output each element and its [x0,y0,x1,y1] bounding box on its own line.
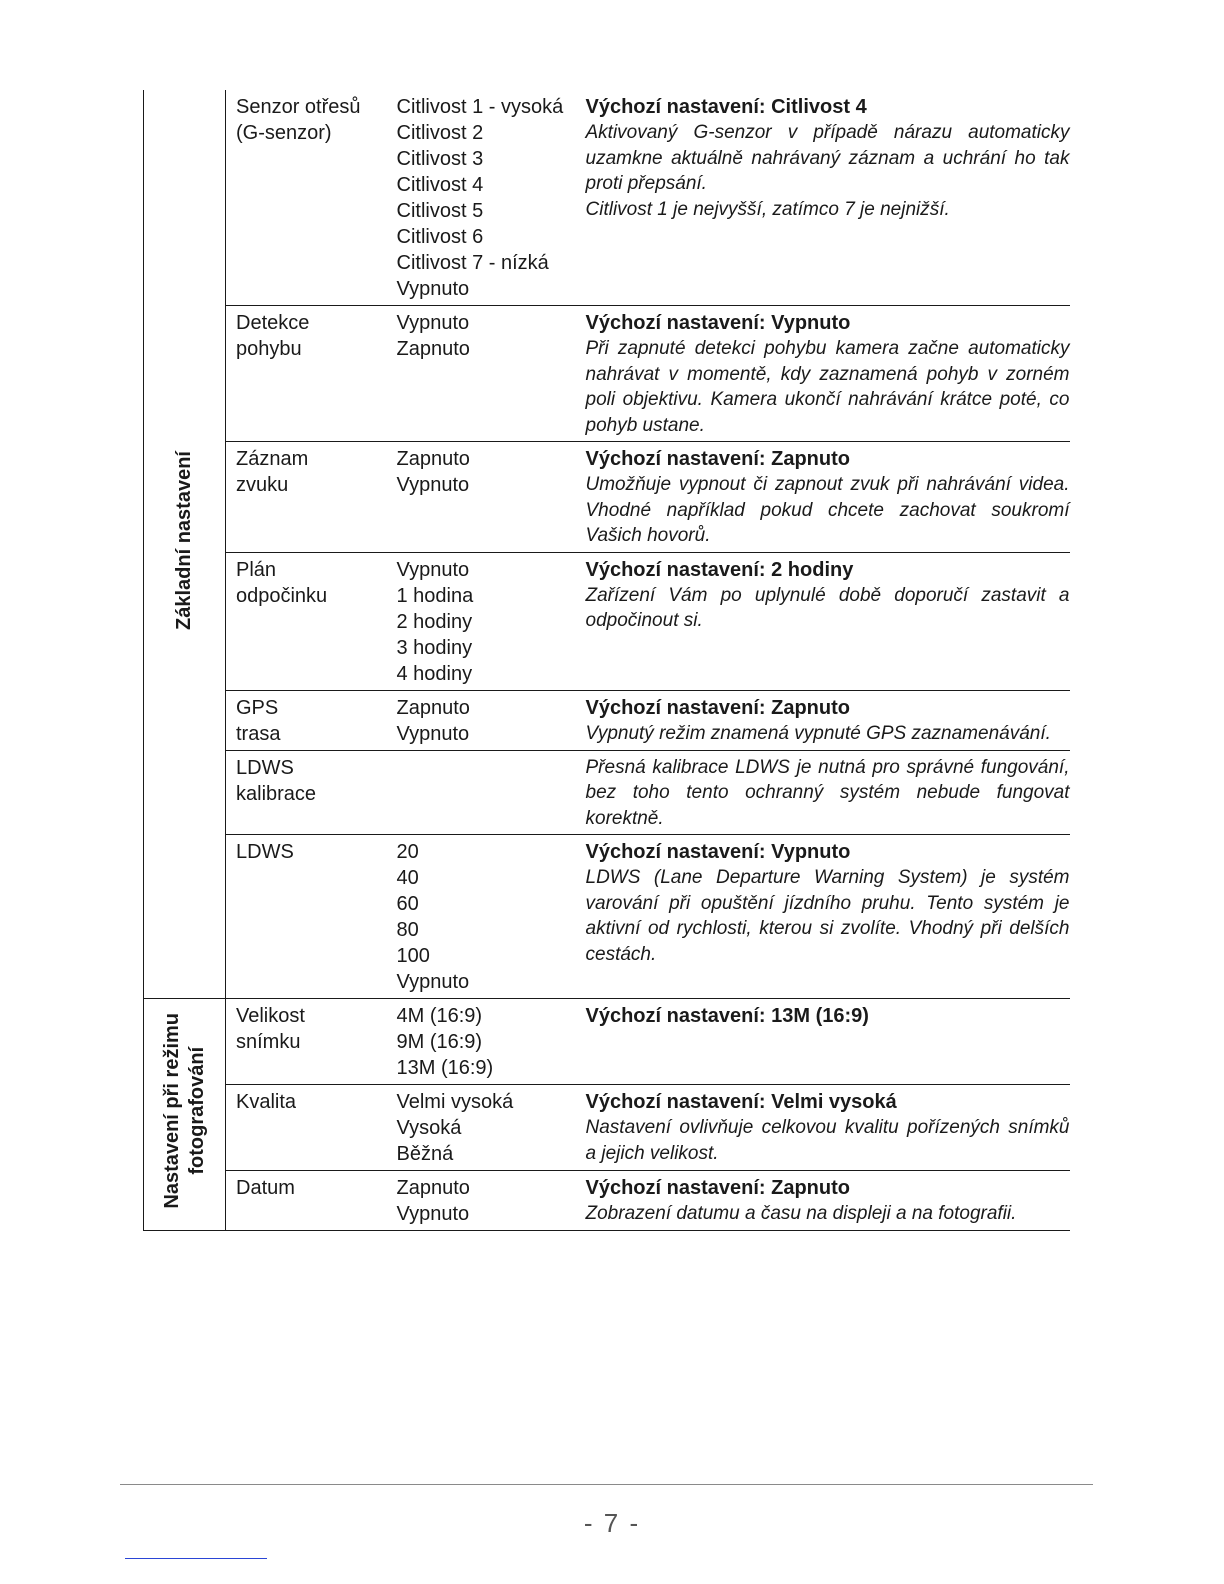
setting-row-senzor-otresu-g-senzor [144,90,1070,306]
setting-row-plan-odpocinku [144,552,1070,690]
settings-table [143,90,1070,1231]
option-item: Citlivost 5 [396,200,484,222]
setting-name-line: Senzor otřesů [236,96,361,118]
setting-row-velikost-snimku [144,999,1070,1085]
setting-options [388,750,582,835]
setting-description [582,306,1070,442]
option-item: Vypnuto [396,474,470,496]
setting-description [582,690,1070,750]
option-item: Běžná [396,1143,454,1165]
setting-options [388,552,582,690]
setting-name [226,690,388,750]
default-setting: Výchozí nastavení: Velmi vysoká [585,1091,897,1113]
group-label [172,451,197,630]
description-note: Při zapnuté detekci pohybu kamera začne automaticky nahrávat v momentě, kdy zaznamená pohyb v zorném poli objektivu. Kamera ukončí nahrávání krátce poté, co pohyb ustane. [585,338,1070,436]
setting-options [388,442,582,553]
option-item: Citlivost 7 - nízká [396,252,549,274]
setting-name-line: LDWS [236,841,294,863]
option-item: Vysoká [396,1117,462,1139]
option-item: Vypnuto [396,1203,470,1225]
option-item: 20 [396,841,419,863]
setting-row-detekce-pohybu [144,306,1070,442]
setting-name-line: Datum [236,1177,295,1199]
option-item: 80 [396,919,419,941]
group-label-line: fotografování [185,1047,208,1175]
option-item: 4 hodiny [396,662,473,685]
default-setting: Výchozí nastavení: Citlivost 4 [585,96,867,118]
option-item: Citlivost 3 [396,148,484,170]
setting-name-line: (G-senzor) [236,122,332,144]
description-note: Citlivost 1 je nejvyšší, zatímco 7 je nejnižší. [585,198,950,220]
group-cell [144,90,226,999]
setting-name-line: zvuku [236,474,289,496]
setting-name [226,442,388,553]
description-note: Přesná kalibrace LDWS je nutná pro správné fungování, bez toho tento ochranný systém nebude fungovat korektně. [585,756,1070,829]
option-item: Zapnuto [396,338,470,360]
setting-name [226,999,388,1085]
setting-name [226,90,388,306]
setting-options [388,1085,582,1171]
option-item: Citlivost 6 [396,226,484,248]
option-item: 100 [396,945,430,967]
option-item: 2 hodiny [396,610,473,633]
setting-name [226,306,388,442]
setting-row-ldws-kalibrace [144,750,1070,835]
option-item: 4M (16:9) [396,1005,483,1027]
group-cell [144,999,226,1231]
footnote-link-underline [125,1558,267,1559]
setting-options [388,835,582,999]
setting-description [582,90,1070,306]
default-setting: Výchozí nastavení: Zapnuto [585,1177,850,1199]
description-note: LDWS (Lane Departure Warning System) je systém varování při opuštění jízdního pruhu. Tento systém je aktivní od rychlosti, kterou si zvolíte. Vhodný při delších cestách. [585,867,1070,965]
setting-name-line: Záznam [236,448,309,470]
setting-row-gps-trasa [144,690,1070,750]
setting-name-line: snímku [236,1031,301,1053]
setting-description [582,750,1070,835]
option-item: Citlivost 1 - vysoká [396,96,564,118]
setting-options [388,690,582,750]
setting-name-line: GPS [236,696,279,719]
option-item: Zapnuto [396,1177,470,1199]
setting-name [226,750,388,835]
option-item: Vypnuto [396,722,470,745]
default-setting: Výchozí nastavení: 13M (16:9) [585,1005,869,1027]
option-item: 13M (16:9) [396,1057,494,1079]
setting-name [226,552,388,690]
setting-options [388,999,582,1085]
setting-name [226,1085,388,1171]
group-label-line: Základní nastavení [173,451,195,630]
option-item: Velmi vysoká [396,1091,514,1113]
setting-description [582,999,1070,1085]
option-item: Vypnuto [396,312,470,334]
setting-options [388,306,582,442]
setting-name [226,1171,388,1231]
option-item: Vypnuto [396,278,470,300]
option-item: Citlivost 2 [396,122,484,144]
setting-name-line: Velikost [236,1005,305,1027]
setting-name-line: Detekce [236,312,310,334]
default-setting: Výchozí nastavení: 2 hodiny [585,558,854,581]
setting-row-zaznam-zvuku [144,442,1070,553]
setting-row-kvalita [144,1085,1070,1171]
setting-row-ldws [144,835,1070,999]
option-item: 1 hodina [396,584,474,607]
setting-options [388,90,582,306]
default-setting: Výchozí nastavení: Zapnuto [585,696,850,719]
setting-name-line: LDWS [236,756,294,779]
option-item: Citlivost 4 [396,174,484,196]
option-item: 9M (16:9) [396,1031,483,1053]
page-number: - 7 - [583,1508,641,1538]
option-item: Zapnuto [396,696,470,719]
group-label [160,1013,210,1209]
setting-description [582,1171,1070,1231]
option-item: Zapnuto [396,448,470,470]
setting-name [226,835,388,999]
default-setting: Výchozí nastavení: Zapnuto [585,448,850,470]
table-body [144,90,1070,1231]
default-setting: Výchozí nastavení: Vypnuto [585,312,851,334]
option-item: Vypnuto [396,971,470,993]
setting-name-line: trasa [236,722,281,745]
footer-divider [120,1484,1093,1485]
description-note: Vypnutý režim znamená vypnuté GPS zaznamenávání. [585,722,1051,744]
setting-row-datum [144,1171,1070,1231]
description-note: Nastavení ovlivňuje celkovou kvalitu pořízených snímků a jejich velikost. [585,1117,1070,1164]
setting-name-line: kalibrace [236,782,317,805]
description-note: Zobrazení datumu a času na displeji a na fotografii. [585,1203,1017,1224]
setting-name-line: Kvalita [236,1091,297,1113]
option-item: Vypnuto [396,558,470,581]
option-item: 60 [396,893,419,915]
setting-name-line: pohybu [236,338,302,360]
setting-description [582,1085,1070,1171]
description-note: Aktivovaný G-senzor v případě nárazu automaticky uzamkne aktuálně nahrávaný záznam a uchrání ho tak proti přepsání. [585,122,1070,194]
group-label-line: Nastavení při režimu [160,1013,183,1209]
setting-description [582,835,1070,999]
setting-description [582,442,1070,553]
description-note: Umožňuje vypnout či zapnout zvuk při nahrávání videa. Vhodné například pokud chcete zachovat soukromí Vašich hovorů. [585,474,1070,546]
setting-description [582,552,1070,690]
option-item: 40 [396,867,419,889]
default-setting: Výchozí nastavení: Vypnuto [585,841,851,863]
option-item: 3 hodiny [396,636,473,659]
setting-options [388,1171,582,1231]
setting-name-line: odpočinku [236,584,328,607]
description-note: Zařízení Vám po uplynulé době doporučí zastavit a odpočinout si. [585,584,1070,631]
setting-name-line: Plán [236,558,277,581]
